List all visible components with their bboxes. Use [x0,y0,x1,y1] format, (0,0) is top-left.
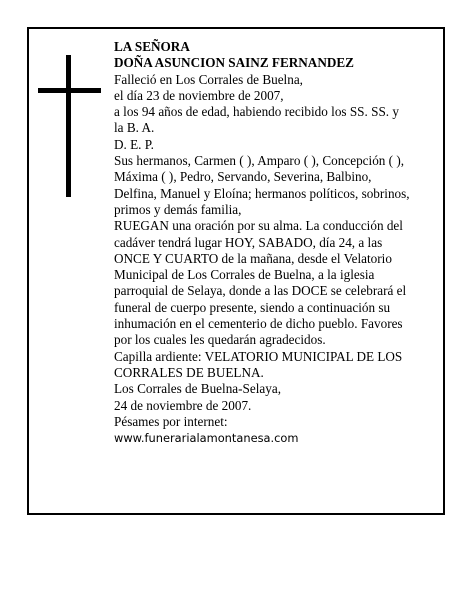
cross-horizontal-bar [38,88,101,93]
condolences-label: Pésames por internet: [114,413,228,429]
request-line: parroquial de Selaya, donde a las DOCE se celebrará el [114,283,407,299]
request-line: RUEGAN una oración por su alma. La conducción del [114,218,403,234]
obituary-text [114,39,426,446]
deceased-name: DOÑA ASUNCION SAINZ FERNANDEZ [114,55,354,71]
family-line: primos y demás familia, [114,201,242,217]
family-line: Máxima ( ), Pedro, Servando, Severina, Balbino, [114,169,372,185]
request-line: ONCE Y CUARTO de la mañana, desde el Velatorio [114,250,392,266]
request-line: cadáver tendrá lugar HOY, SABADO, día 24, a las [114,234,383,250]
request-line: inhumación en el cementerio de dicho pueblo. Favores [114,316,403,332]
family-line: Sus hermanos, Carmen ( ), Amparo ( ), Concepción ( ), [114,153,405,169]
cross-icon [38,55,101,197]
rest-in-peace-line: D. E. P. [114,136,154,152]
death-line: a los 94 años de edad, habiendo recibido los SS. SS. y [114,104,399,120]
request-line: funeral de cuerpo presente, siendo a continuación su [114,299,391,315]
place-date-line: 24 de noviembre de 2007. [114,397,252,413]
condolences-website-link[interactable]: www.funerarialamontanesa.com [114,431,299,446]
death-line: Falleció en Los Corrales de Buelna, [114,71,303,87]
request-line: Municipal de Los Corrales de Buelna, a la iglesia [114,267,375,283]
notice-title: LA SEÑORA [114,39,190,54]
chapel-line: Capilla ardiente: VELATORIO MUNICIPAL DE LOS [114,348,403,364]
chapel-line: CORRALES DE BUELNA. [114,364,264,380]
place-date-line: Los Corrales de Buelna-Selaya, [114,381,281,397]
request-line: por los cuales les quedarán agradecidos. [114,332,326,348]
death-line: la B. A. [114,120,155,136]
death-line: el día 23 de noviembre de 2007, [114,87,284,103]
cross-vertical-bar [66,55,71,197]
family-line: Delfina, Manuel y Eloína; hermanos políticos, sobrinos, [114,185,410,201]
